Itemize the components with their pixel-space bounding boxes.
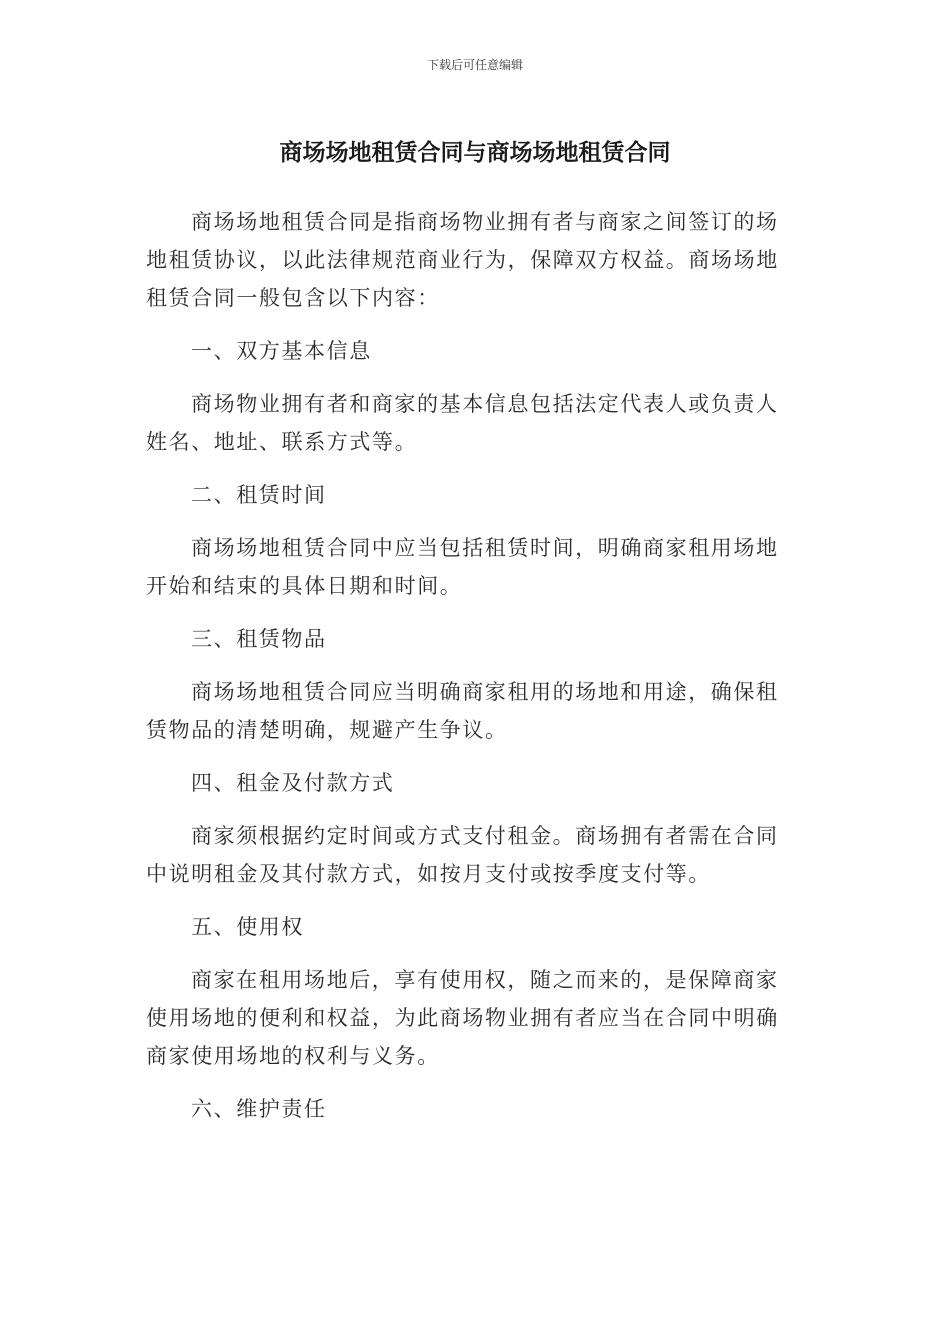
document-title: 商场场地租赁合同与商场场地租赁合同 xyxy=(279,140,671,166)
document-body xyxy=(146,203,794,1143)
section-heading-2: 二、租赁时间 xyxy=(191,483,327,507)
header-note: 下载后可任意编辑 xyxy=(426,58,523,72)
section-heading-3: 三、租赁物品 xyxy=(191,627,327,651)
section-heading-6: 六、维护责任 xyxy=(191,1097,327,1121)
paragraph-section-5: 商家在租用场地后，享有使用权，随之而来的，是保障商家使用场地的便利和权益，为此商场物业拥有者应当在合同中明确商家使用场地的权利与义务。 xyxy=(146,968,779,1068)
section-heading-4: 四、租金及付款方式 xyxy=(191,771,395,795)
paragraph-intro: 商场场地租赁合同是指商场物业拥有者与商家之间签订的场地租赁协议，以此法律规范商业行为，保障双方权益。商场场地租赁合同一般包含以下内容： xyxy=(146,210,779,310)
paragraph-section-1: 商场物业拥有者和商家的基本信息包括法定代表人或负责人姓名、地址、联系方式等。 xyxy=(146,392,779,454)
section-heading-1: 一、双方基本信息 xyxy=(191,339,372,363)
paragraph-section-2: 商场场地租赁合同中应当包括租赁时间，明确商家租用场地开始和结束的具体日期和时间。 xyxy=(146,536,779,598)
section-heading-5: 五、使用权 xyxy=(191,915,304,939)
paragraph-section-4: 商家须根据约定时间或方式支付租金。商场拥有者需在合同中说明租金及其付款方式，如按月支付或按季度支付等。 xyxy=(146,824,779,886)
paragraph-section-3: 商场场地租赁合同应当明确商家租用的场地和用途，确保租赁物品的清楚明确，规避产生争议。 xyxy=(146,680,779,742)
